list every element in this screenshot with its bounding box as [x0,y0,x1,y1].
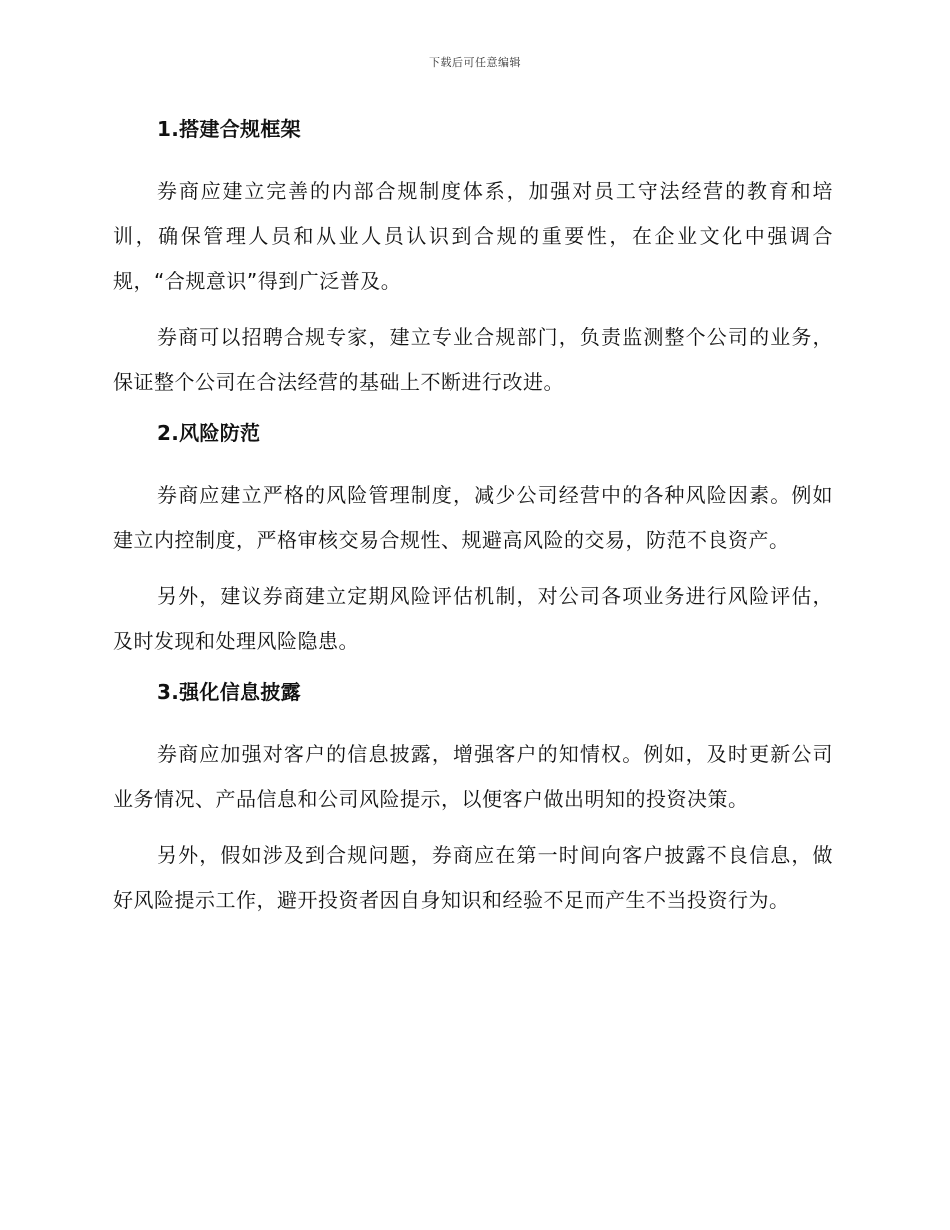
section-3-paragraph-1: 券商应加强对客户的信息披露，增强客户的知情权。例如，及时更新公司业务情况、产品信息和公司风险提示，以便客户做出明知的投资决策。 [113,742,833,811]
section-3-paragraph-2: 另外，假如涉及到合规问题，券商应在第一时间向客户披露不良信息，做好风险提示工作，避开投资者因自身知识和经验不足而产生不当投资行为。 [113,843,833,912]
section-heading-2: 2.风险防范 [157,421,261,445]
section-heading-3: 3.强化信息披露 [157,680,301,704]
section-2-paragraph-2: 另外，建议券商建立定期风险评估机制，对公司各项业务进行风险评估，及时发现和处理风险隐患。 [113,584,833,653]
section-1-paragraph-2: 券商可以招聘合规专家，建立专业合规部门，负责监测整个公司的业务，保证整个公司在合法经营的基础上不断进行改进。 [113,325,833,394]
document-body [113,112,833,923]
section-1-paragraph-1: 券商应建立完善的内部合规制度体系，加强对员工守法经营的教育和培训，确保管理人员和从业人员认识到合规的重要性，在企业文化中强调合规，“合规意识”得到广泛普及。 [113,179,833,293]
section-heading-1: 1.搭建合规框架 [157,117,301,141]
section-2-paragraph-1: 券商应建立严格的风险管理制度，减少公司经营中的各种风险因素。例如建立内控制度，严格审核交易合规性、规避高风险的交易，防范不良资产。 [113,483,833,552]
page-header: 下载后可任意编辑 [429,56,521,69]
